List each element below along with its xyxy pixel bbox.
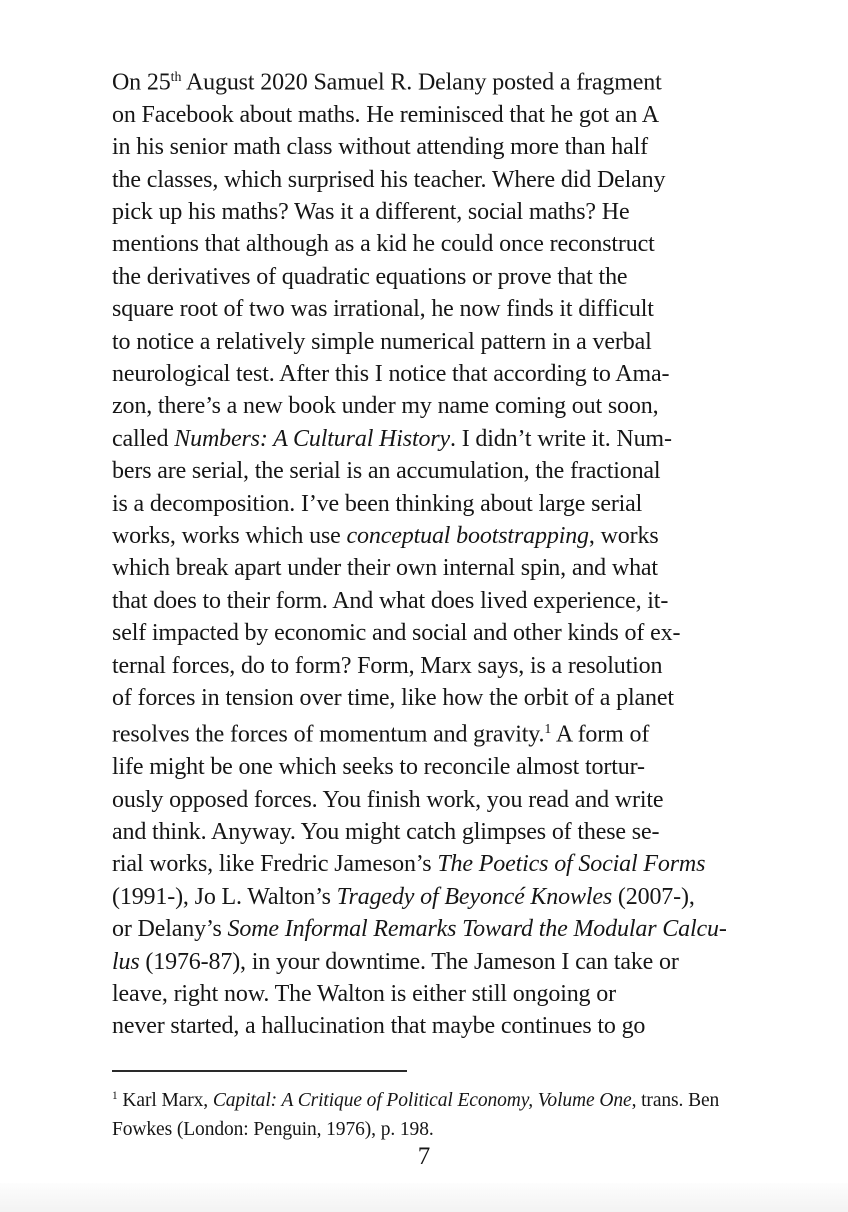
body-text [112,62,767,1043]
text-line: which break apart under their own internal spin, and what [112,555,658,582]
text-line: or Delany’s Some Informal Remarks Toward the Modular Calcu- [112,916,727,943]
page-bottom-edge [0,1183,848,1212]
text-line: works, works which use conceptual bootstrapping, works [112,523,659,550]
text-line: rial works, like Fredric Jameson’s The Poetics of Social Forms [112,851,706,878]
text-line: on Facebook about maths. He reminisced that he got an A [112,101,659,128]
text-line: of forces in tension over time, like how the orbit of a planet [112,685,674,712]
text-line: life might be one which seeks to reconcile almost tortur- [112,754,645,781]
text-line: square root of two was irrational, he now finds it difficult [112,296,654,323]
text-line: pick up his maths? Was it a different, social maths? He [112,198,630,225]
text-line: mentions that although as a kid he could once reconstruct [112,231,655,258]
text-line: the classes, which surprised his teacher. Where did Delany [112,166,666,193]
footnote-rule [112,1070,407,1072]
text-line: is a decomposition. I’ve been thinking about large serial [112,490,643,517]
text-line: self impacted by economic and social and other kinds of ex- [112,620,681,647]
text-line: to notice a relatively simple numerical pattern in a verbal [112,328,652,355]
text-line: resolves the forces of momentum and gravity.$^1$ A form of [112,721,650,748]
text-line: On 25th August 2020 Samuel R. Delany posted a fragment [112,69,662,96]
text-line: leave, right now. The Walton is either still ongoing or [112,981,616,1008]
text-line: bers are serial, the serial is an accumulation, the fractional [112,458,661,485]
text-line: the derivatives of quadratic equations or prove that the [112,263,628,290]
text-line: ternal forces, do to form? Form, Marx says, is a resolution [112,652,663,679]
text-line: and think. Anyway. You might catch glimpses of these se- [112,819,660,846]
text-line: $^1$ Karl Marx, Capital: A Critique of Political Economy, Volume One, trans. Ben [112,1089,720,1111]
footnote-text [112,1082,772,1144]
text-line: neurological test. After this I notice that according to Ama- [112,361,670,387]
text-line: called Numbers: A Cultural History. I didn’t write it. Num- [112,425,672,452]
text-line: Fowkes (London: Penguin, 1976), p. 198. [112,1118,434,1140]
text-line: lus (1976-87), in your downtime. The Jameson I can take or [112,948,679,975]
text-line: never started, a hallucination that maybe continues to go [112,1013,646,1040]
page-number: 7 [417,1143,431,1170]
text-line: in his senior math class without attending more than half [112,134,649,161]
text-line: zon, there’s a new book under my name coming out soon, [112,393,659,420]
text-line: (1991-), Jo L. Walton’s Tragedy of Beyoncé Knowles (2007-), [112,883,695,910]
text-line: ously opposed forces. You finish work, you read and write [112,786,664,813]
text-line: that does to their form. And what does lived experience, it- [112,587,669,614]
